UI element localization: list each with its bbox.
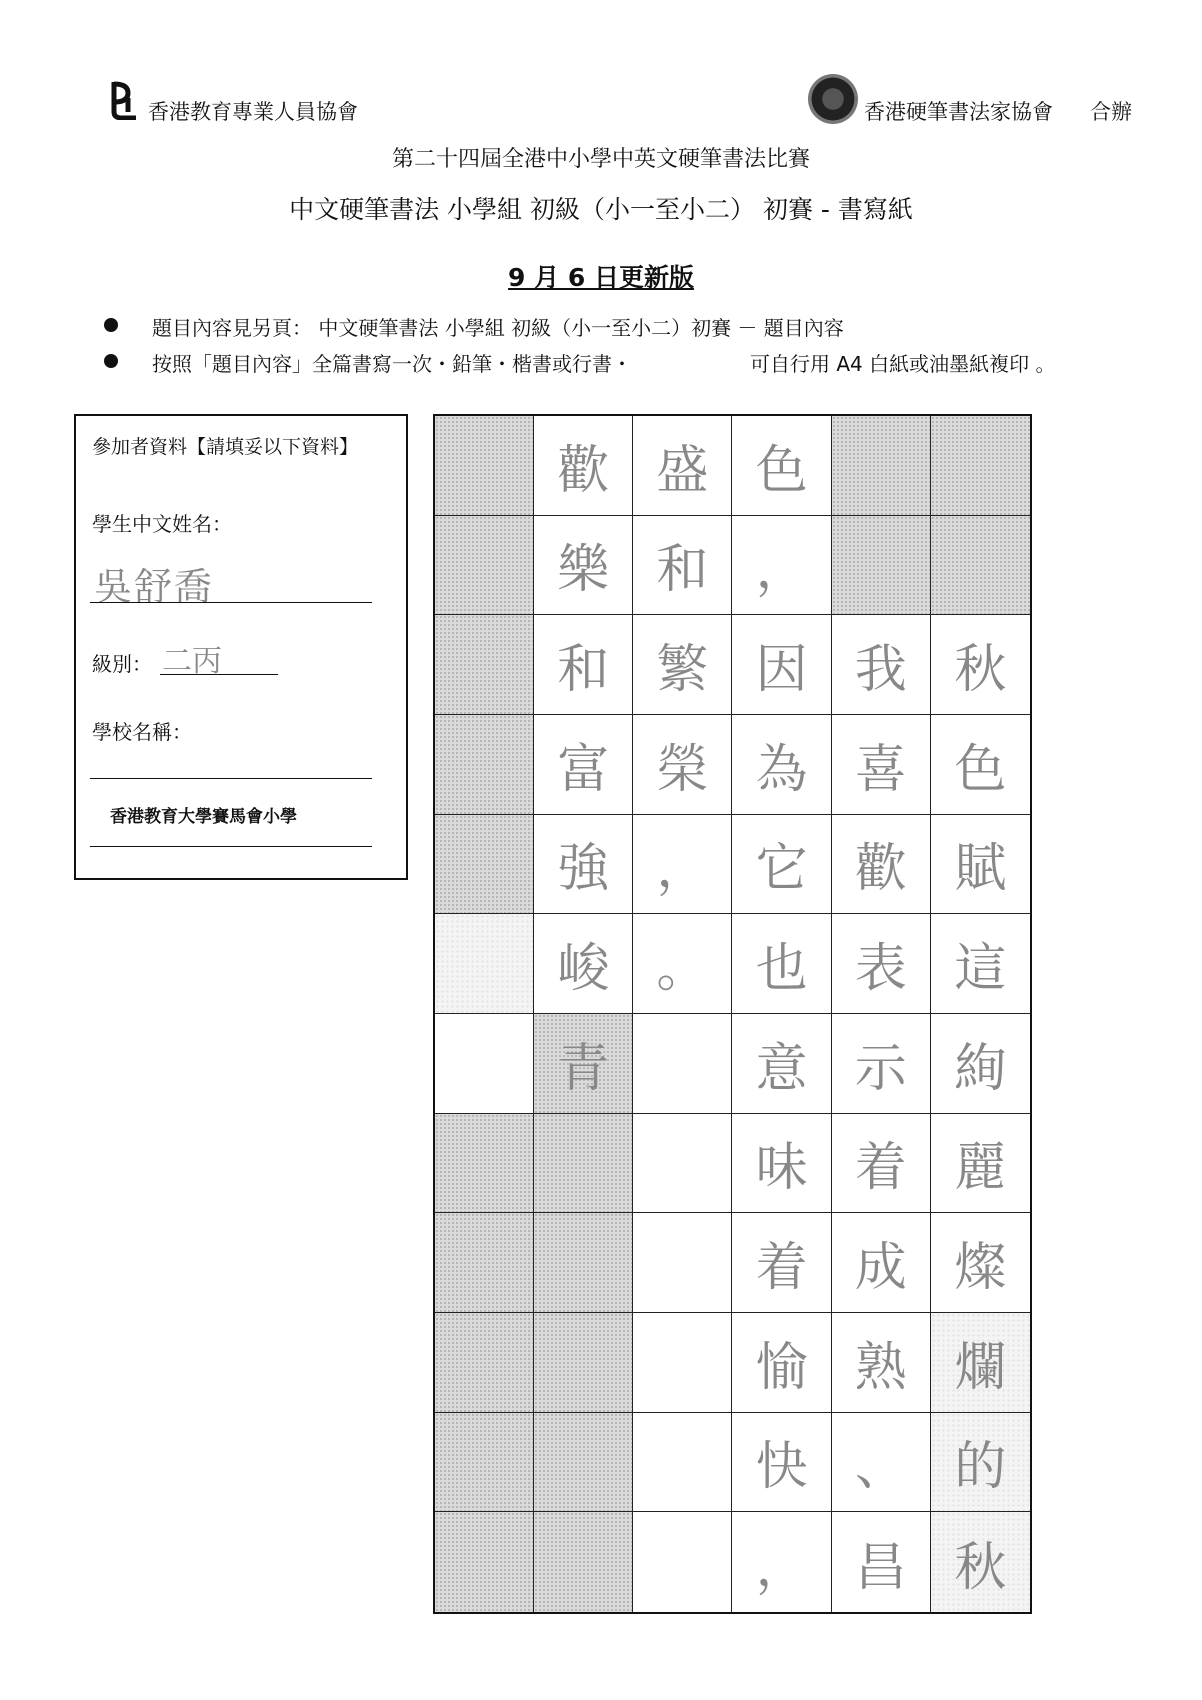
grid-cell-r8-c6[interactable]: 麗	[931, 1114, 1030, 1214]
grid-cell-r2-c3[interactable]: 和	[633, 516, 732, 616]
version-text: 9 月 6 日更新版	[508, 263, 694, 292]
grid-cell-r3-c6[interactable]: 秋	[931, 615, 1030, 715]
grid-cell-r4-c3[interactable]: 榮	[633, 715, 732, 815]
grid-cell-r8-c4[interactable]: 味	[732, 1114, 831, 1214]
school-name-underline	[90, 778, 372, 779]
student-name-underline	[90, 602, 372, 603]
grid-cell-r12-c5[interactable]: 昌	[832, 1512, 931, 1612]
bullet-icon	[104, 318, 118, 332]
bullet-icon	[104, 354, 118, 368]
school-name-label: 學校名稱：	[92, 720, 192, 744]
grade-label: 級別：	[92, 652, 152, 676]
grid-cell-r11-c4[interactable]: 快	[732, 1413, 831, 1513]
school-name-underline-2	[90, 846, 372, 847]
grid-cell-r11-c5[interactable]: 、	[832, 1413, 931, 1513]
grid-cell-r11-c6[interactable]: 的	[931, 1413, 1030, 1513]
hkptu-logo-icon	[108, 80, 140, 120]
organizer-left: 香港教育專業人員協會	[148, 100, 358, 124]
grid-cell-r8-c2[interactable]	[534, 1114, 633, 1214]
grid-cell-r7-c6[interactable]: 絢	[931, 1014, 1030, 1114]
grid-cell-r6-c4[interactable]: 也	[732, 914, 831, 1014]
grid-cell-r5-c6[interactable]: 賦	[931, 815, 1030, 915]
grid-cell-r6-c1[interactable]	[435, 914, 534, 1014]
grid-cell-r5-c2[interactable]: 強	[534, 815, 633, 915]
grid-cell-r3-c5[interactable]: 我	[832, 615, 931, 715]
grid-cell-r8-c3[interactable]	[633, 1114, 732, 1214]
student-name-label: 學生中文姓名：	[92, 512, 232, 536]
grid-cell-r12-c4[interactable]: ，	[732, 1512, 831, 1612]
grid-cell-r7-c5[interactable]: 示	[832, 1014, 931, 1114]
grid-cell-r1-c1[interactable]	[435, 416, 534, 516]
instruction-2: 按照「題目內容」全篇書寫一次・鉛筆・楷書或行書・	[152, 352, 632, 376]
grid-cell-r5-c1[interactable]	[435, 815, 534, 915]
grid-cell-r2-c2[interactable]: 樂	[534, 516, 633, 616]
grid-cell-r2-c4[interactable]: ，	[732, 516, 831, 616]
grid-cell-r1-c3[interactable]: 盛	[633, 416, 732, 516]
grid-cell-r10-c3[interactable]	[633, 1313, 732, 1413]
grid-cell-r9-c5[interactable]: 成	[832, 1213, 931, 1313]
grid-cell-r10-c4[interactable]: 愉	[732, 1313, 831, 1413]
grid-cell-r1-c6[interactable]	[931, 416, 1030, 516]
grid-cell-r4-c6[interactable]: 色	[931, 715, 1030, 815]
grid-cell-r6-c6[interactable]: 這	[931, 914, 1030, 1014]
grid-cell-r3-c4[interactable]: 因	[732, 615, 831, 715]
grid-cell-r8-c1[interactable]	[435, 1114, 534, 1214]
grid-cell-r11-c1[interactable]	[435, 1413, 534, 1513]
sheet-subtitle: 中文硬筆書法 小學組 初級（小一至小二） 初賽 - 書寫紙	[289, 195, 913, 224]
grade-underline	[160, 674, 278, 675]
grid-cell-r4-c4[interactable]: 為	[732, 715, 831, 815]
grid-cell-r4-c2[interactable]: 富	[534, 715, 633, 815]
grid-cell-r2-c1[interactable]	[435, 516, 534, 616]
grid-cell-r12-c6[interactable]: 秋	[931, 1512, 1030, 1612]
grid-cell-r7-c1[interactable]	[435, 1014, 534, 1114]
instruction-1: 題目內容見另頁： 中文硬筆書法 小學組 初級（小一至小二）初賽 － 題目內容	[152, 316, 844, 340]
grid-cell-r10-c1[interactable]	[435, 1313, 534, 1413]
grid-cell-r11-c2[interactable]	[534, 1413, 633, 1513]
grid-cell-r9-c1[interactable]	[435, 1213, 534, 1313]
grid-cell-r12-c3[interactable]	[633, 1512, 732, 1612]
grid-cell-r7-c4[interactable]: 意	[732, 1014, 831, 1114]
grade-field[interactable]: 二丙	[162, 644, 222, 679]
grid-cell-r6-c2[interactable]: 峻	[534, 914, 633, 1014]
co-organize-label: 合辦	[1090, 100, 1132, 124]
grid-cell-r3-c1[interactable]	[435, 615, 534, 715]
participant-info-heading: 參加者資料【請填妥以下資料】	[92, 436, 359, 458]
competition-title: 第二十四屆全港中小學中英文硬筆書法比賽	[391, 147, 810, 172]
version-label	[0, 258, 1202, 294]
grid-cell-r4-c1[interactable]	[435, 715, 534, 815]
grid-cell-r6-c3[interactable]: 。	[633, 914, 732, 1014]
student-name-field[interactable]: 吳舒喬	[94, 565, 215, 609]
grid-cell-r2-c6[interactable]	[931, 516, 1030, 616]
grid-cell-r9-c2[interactable]	[534, 1213, 633, 1313]
grid-cell-r9-c3[interactable]	[633, 1213, 732, 1313]
grid-cell-r4-c5[interactable]: 喜	[832, 715, 931, 815]
grid-cell-r7-c3[interactable]	[633, 1014, 732, 1114]
grid-cell-r1-c4[interactable]: 色	[732, 416, 831, 516]
grid-cell-r10-c2[interactable]	[534, 1313, 633, 1413]
grid-cell-r5-c4[interactable]: 它	[732, 815, 831, 915]
school-name-stamp[interactable]: 香港教育大學賽馬會小學	[110, 807, 297, 827]
grid-cell-r3-c3[interactable]: 繁	[633, 615, 732, 715]
grid-cell-r7-c2[interactable]: 青	[534, 1014, 633, 1114]
calligraphy-association-seal-icon	[808, 74, 858, 124]
grid-cell-r5-c5[interactable]: 歡	[832, 815, 931, 915]
grid-cell-r6-c5[interactable]: 表	[832, 914, 931, 1014]
grid-cell-r11-c3[interactable]	[633, 1413, 732, 1513]
grid-cell-r9-c4[interactable]: 着	[732, 1213, 831, 1313]
instruction-2-extra: 可自行用 A4 白紙或油墨紙複印 。	[750, 352, 1056, 376]
grid-cell-r1-c5[interactable]	[832, 416, 931, 516]
grid-cell-r2-c5[interactable]	[832, 516, 931, 616]
grid-cell-r9-c6[interactable]: 燦	[931, 1213, 1030, 1313]
grid-cell-r1-c2[interactable]: 歡	[534, 416, 633, 516]
writing-grid	[433, 414, 1032, 1614]
grid-cell-r10-c6[interactable]: 爛	[931, 1313, 1030, 1413]
organizer-right: 香港硬筆書法家協會	[864, 100, 1053, 124]
grid-cell-r5-c3[interactable]: ，	[633, 815, 732, 915]
grid-cell-r12-c1[interactable]	[435, 1512, 534, 1612]
grid-cell-r3-c2[interactable]: 和	[534, 615, 633, 715]
grid-cell-r8-c5[interactable]: 着	[832, 1114, 931, 1214]
grid-cell-r10-c5[interactable]: 熟	[832, 1313, 931, 1413]
grid-cell-r12-c2[interactable]	[534, 1512, 633, 1612]
